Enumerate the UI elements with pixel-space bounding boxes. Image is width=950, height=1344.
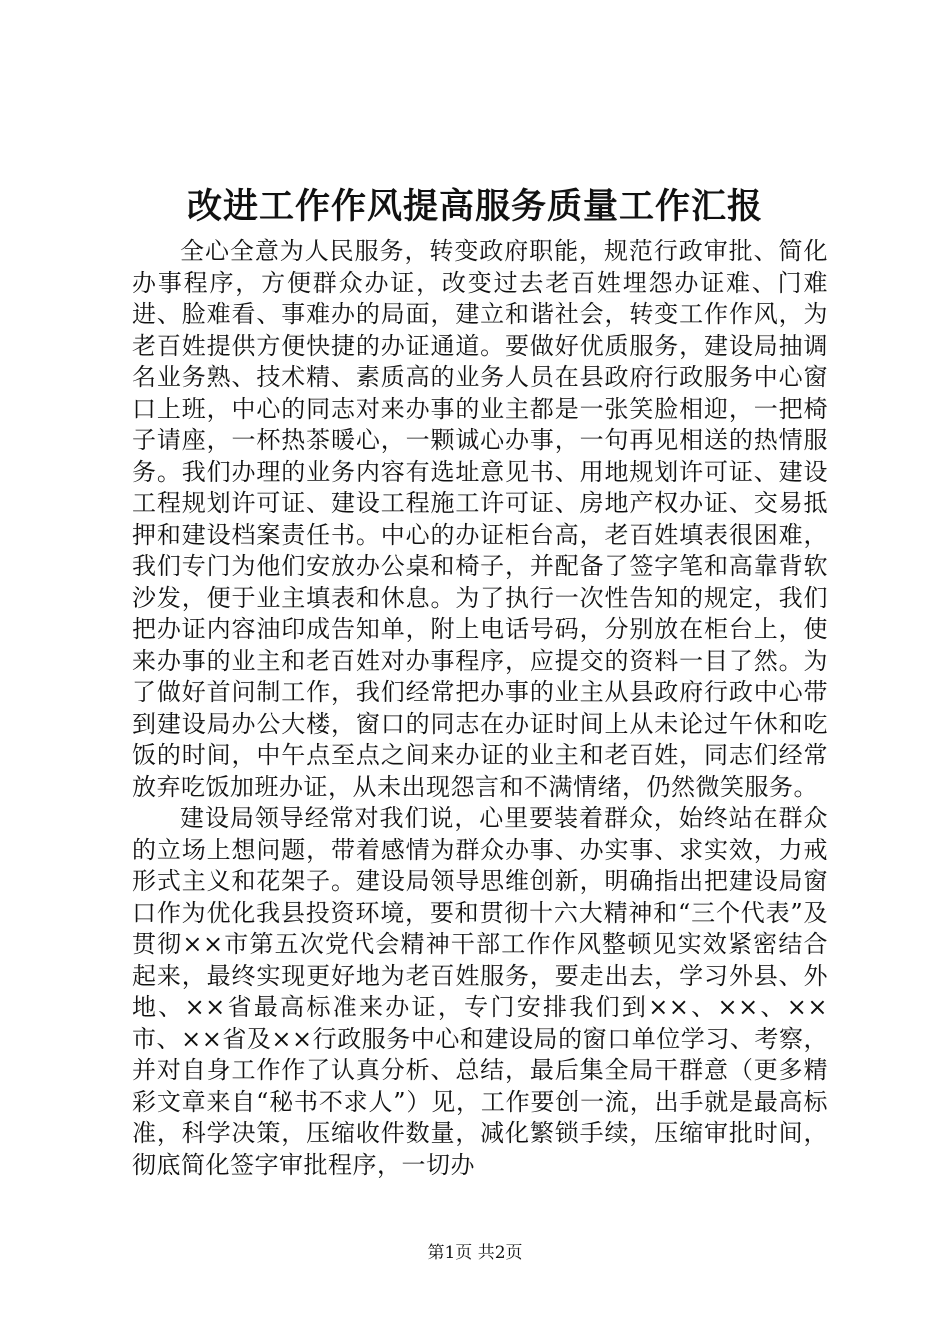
paragraph-2: 建设局领导经常对我们说，心里要装着群众，始终站在群众的立场上想问题，带着感情为群众办事、办实事、求实效，力戒形式主义和花架子。建设局领导思维创新，明确指出把建设局窗口作为优化我县投资环境，要和贯彻十六大精神和“三个代表”及贯彻××市第五次党代会精神干部工作作风整顿见实效紧密结合起来，最终实现更好地为老百姓服务，要走出去，学习外县、外地、××省最高标准来办证，专门安排我们到××、××、××市、××省及××行政服务中心和建设局的窗口单位学习、考察，并对自身工作作了认真分析、总结，最后集全局干群意（更多精彩文章来自“秘书不求人”）见，工作要创一流，出手就是最高标准，科学决策，压缩收件数量，减化繁锁手续，压缩审批时间，彻底简化签字审批程序，一切办 bbox=[132, 804, 828, 1179]
document-title: 改进工作作风提高服务质量工作汇报 bbox=[186, 186, 763, 227]
page-number-footer: 第1页 共2页 bbox=[427, 1243, 523, 1263]
document-body bbox=[132, 236, 828, 1181]
paragraph-1: 全心全意为人民服务，转变政府职能，规范行政审批、简化办事程序，方便群众办证，改变过去老百姓埋怨办证难、门难进、脸难看、事难办的局面，建立和谐社会，转变工作作风，为老百姓提供方便快捷的办证通道。要做好优质服务，建设局抽调名业务熟、技术精、素质高的业务人员在县政府行政服务中心窗口上班，中心的同志对来办事的业主都是一张笑脸相迎，一把椅子请座，一杯热茶暖心，一颗诚心办事，一句再见相送的热情服务。我们办理的业务内容有选址意见书、用地规划许可证、建设工程规划许可证、建设工程施工许可证、房地产权办证、交易抵押和建设档案责任书。中心的办证柜台高，老百姓填表很困难，我们专门为他们安放办公桌和椅子，并配备了签字笔和高靠背软沙发，便于业主填表和休息。为了执行一次性告知的规定，我们把办证内容油印成告知单，附上电话号码，分别放在柜台上，使来办事的业主和老百姓对办事程序，应提交的资料一目了然。为了做好首问制工作，我们经常把办事的业主从县政府行政中心带到建设局办公大楼，窗口的同志在办证时间上从未论过午休和吃饭的时间，中午点至点之间来办证的业主和老百姓，同志们经常放弃吃饭加班办证，从未出现怨言和不满情绪，仍然微笑服务。 bbox=[132, 237, 828, 801]
